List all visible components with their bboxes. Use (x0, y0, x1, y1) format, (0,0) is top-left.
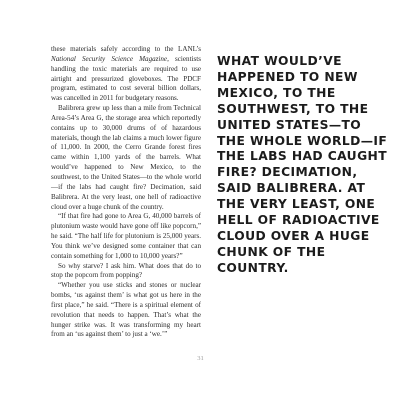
body-paragraph-5: “Whether you use sticks and stones or nuclear bombs, ‘us against them’ is what got us here in the first place,” he said. “There is a spiritual element of revolution that needs to happen. That’s what the hunger strike was. It was transforming my heart from an ‘us against them’ to just a ‘we.’” (51, 281, 201, 339)
page-number: 31 (197, 355, 204, 362)
magazine-title: National Security Science Magazine (51, 54, 168, 63)
body-text-column (51, 45, 201, 340)
body-paragraph-2: Balibrera grew up less than a mile from Technical Area-54’s Area G, the storage area which reportedly contains up to 30,000 drums of of hazardous materials, though the lab claims a much lower figure of 11,000. In 2000, the Cerro Grande forest fires came within 1,100 yards of the barrels. What would’ve happened to New Mexico, to the southwest, to the United States—to the whole world—if the labs had caught fire? Decimation, said Balibrera. At the very least, one hell of radioactive cloud over a huge chunk of the country. (51, 104, 201, 211)
body-paragraph-3: “If that fire had gone to Area G, 40,000 barrels of plutonium waste would have gone off like popcorn,” he said. “The half life for plutonium is 25,000 years. You think we’ve designed some container that can contain something for 1,000 to 10,000 years?” (51, 212, 201, 260)
body-paragraph-4: So why starve? I ask him. What does that do to stop the popcorn from popping? (51, 261, 201, 280)
body-paragraph-1 (51, 45, 201, 104)
body-paragraph-1-part-a: these materials safely according to the LANL’s (51, 45, 201, 53)
body-paragraph-1-part-c: , scientists handling the toxic materials are required to use airtight and pressurized gloveboxes. The PDCF program, estimated to cost several billion dollars, was cancelled in 2011 for budgetary reasons. (51, 54, 202, 103)
pull-quote: WHAT WOULD’VE HAPPENED TO NEW MEXICO, TO THE SOUTHWEST, TO THE UNITED STATES—TO THE WHOLE WORLD—IF THE LABS HAD CAUGHT FIRE? DECIMATION, SAID BALIBRERA. AT THE VERY LEAST, ONE HELL OF RADIOACTIVE CLOUD OVER A HUGE CHUNK OF THE COUNTRY. (217, 54, 388, 275)
